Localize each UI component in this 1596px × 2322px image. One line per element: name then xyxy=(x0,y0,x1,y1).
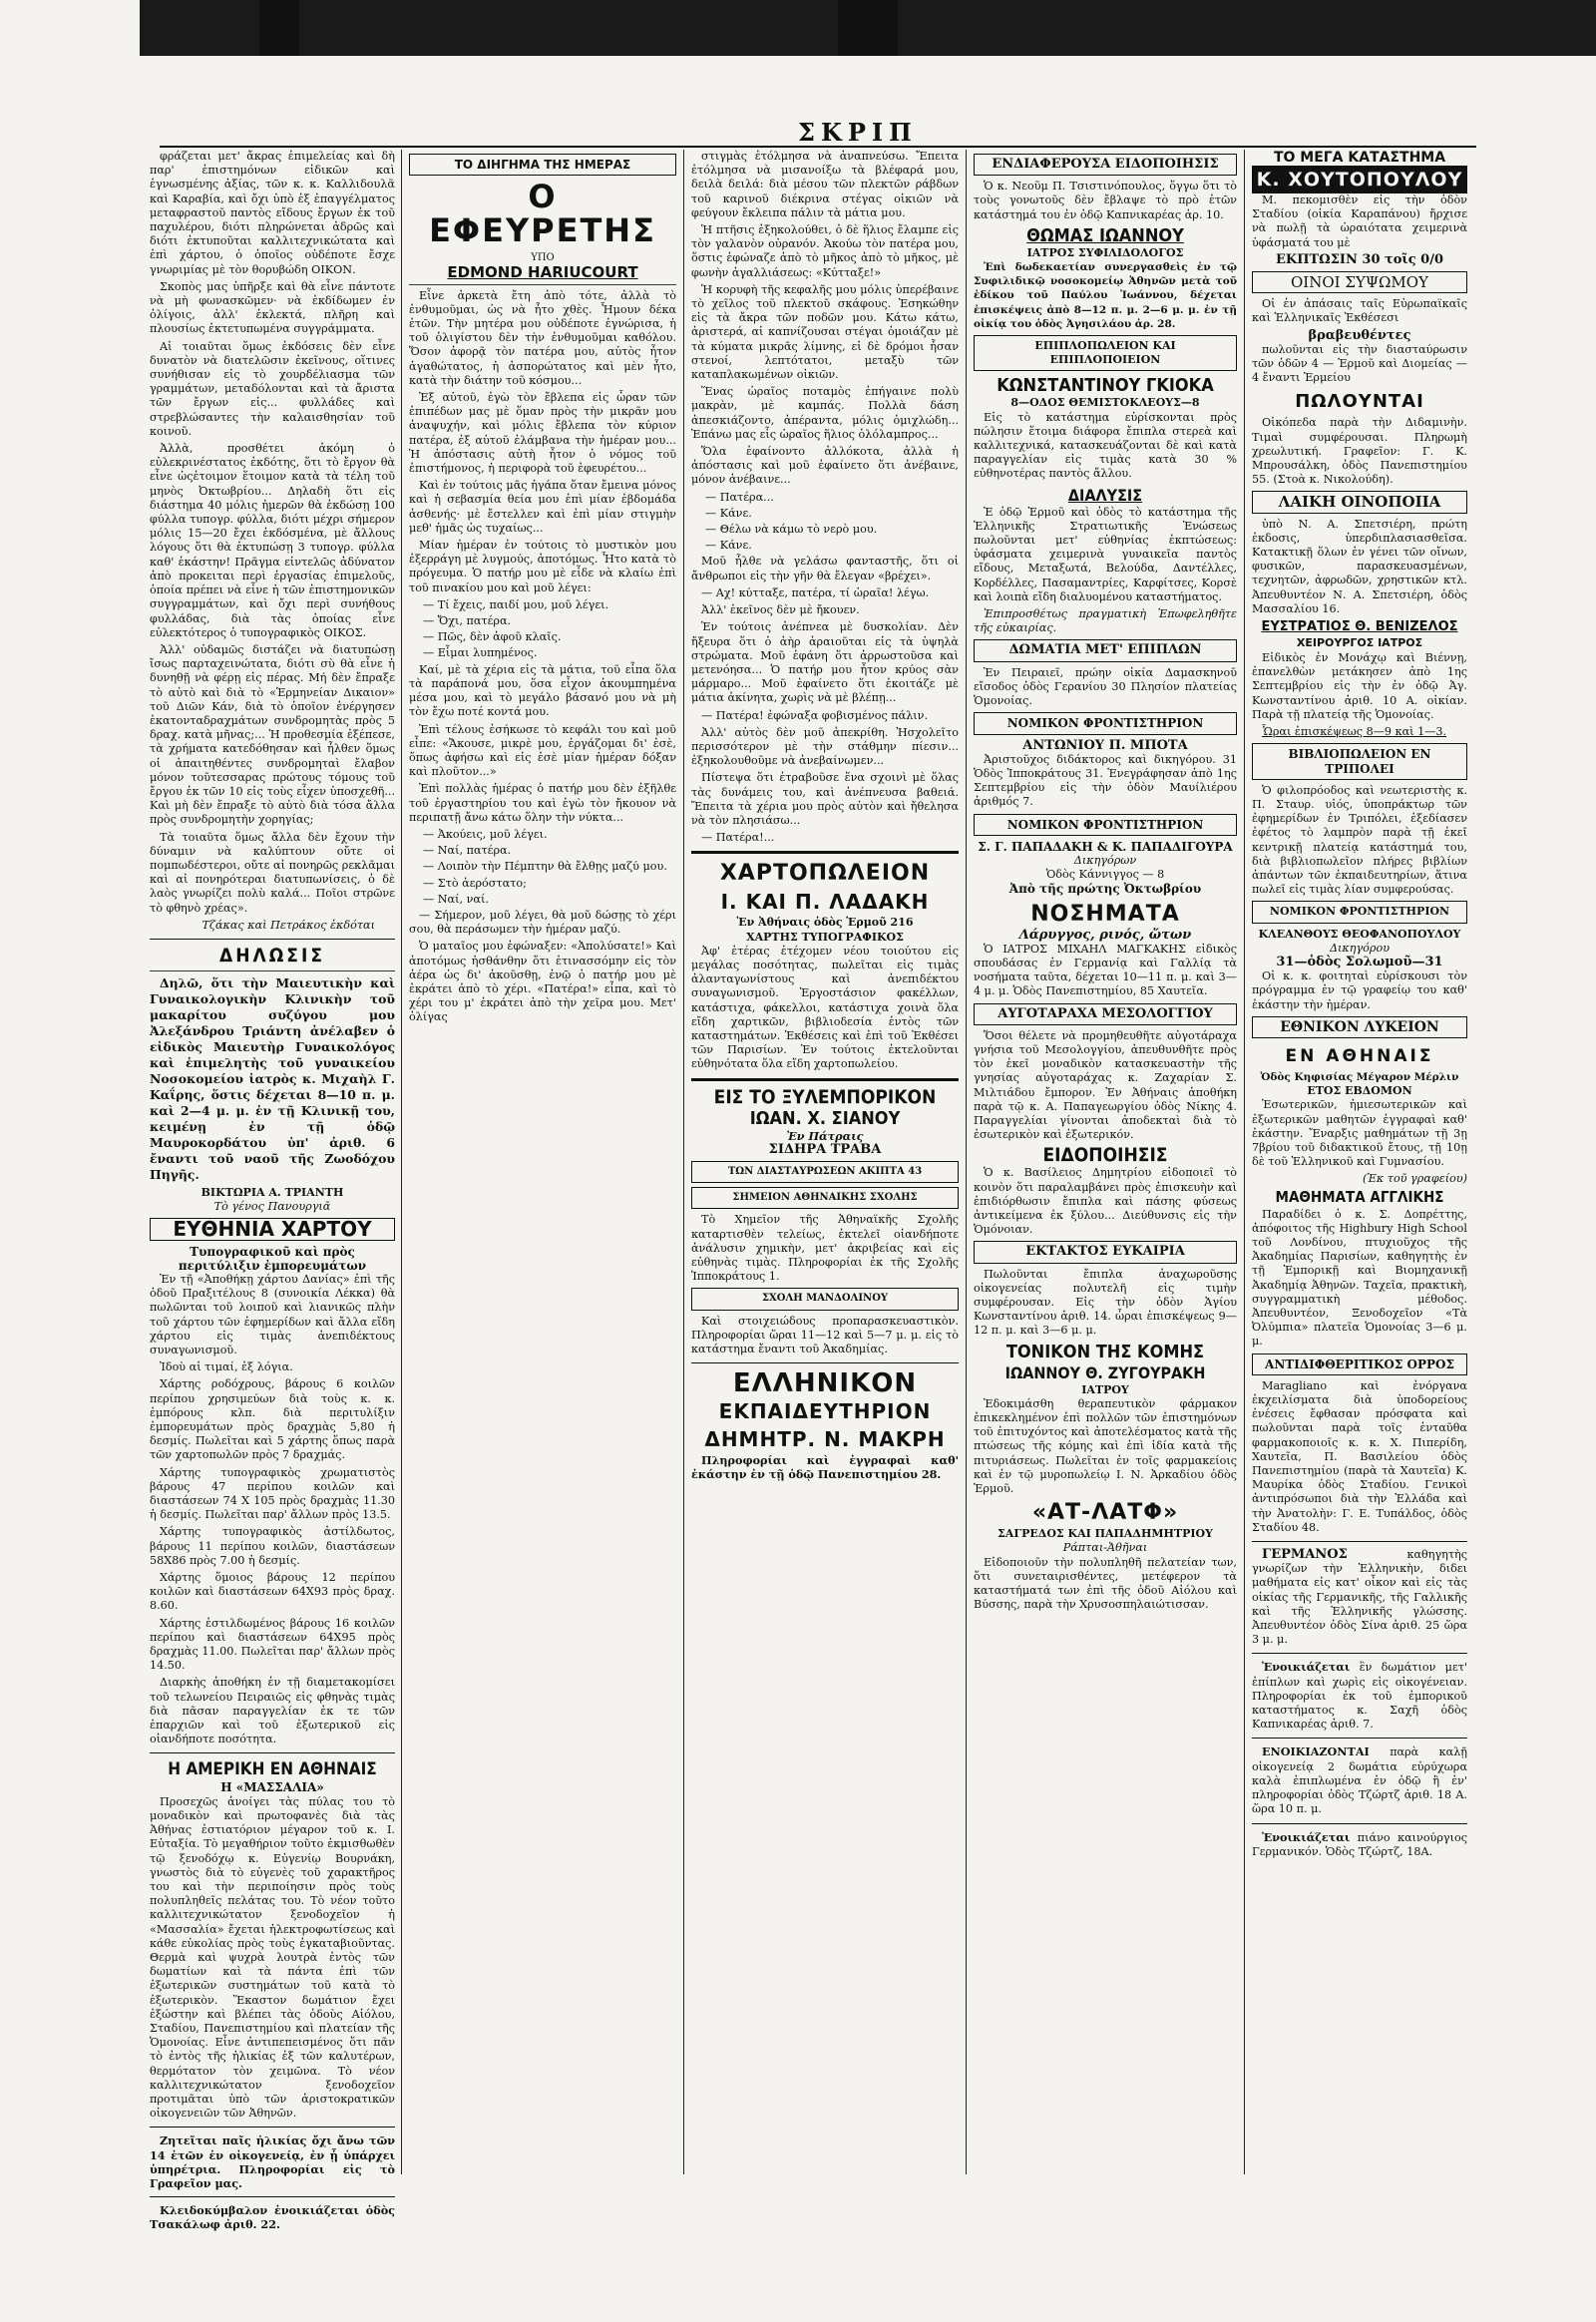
divider xyxy=(691,1078,959,1081)
story-cont-paragraph: Ἐν τούτοις ἀνέπνεα μὲ δυσκολίαν. Δὲν ἤξευρα ὅτι ὁ ἀὴρ ἀραιοῦται εἰς τὰ ὑψηλὰ στρώματα. Μοῦ ἐφάνη ὅτι ἀρρωστοῦσα καὶ μετενόησα... Ὁ πατήρ μου ἦτον κρύος σὰν μάρμαρο... Μοῦ ἐφαίνετο ὅτι ἐκοιτάζε μὲ μάτια ἀκίνητα, χωρὶς νὰ μὲ βλέπῃ... xyxy=(691,620,959,705)
wood-name: ΙΩΑΝ. Χ. ΣΙΑΝΟΥ xyxy=(749,1107,901,1129)
piano-ad: Κλειδοκύμβαλον ἐνοικιάζεται ὁδὸς Τσακάλωφ ἀριθ. 22. xyxy=(150,2203,395,2232)
divider xyxy=(1252,1541,1467,1542)
paper-paragraph: Ἐν τῇ «Ἀποθήκῃ χάρτου Δανίας» ἐπὶ τῆς ὁδοῦ Πραξιτέλους 8 (συνοικία Λέκκα) θὰ πωλῶνται τοῦ λοιποῦ καὶ λιανικῶς πλὴν τοῦ χάρτου τῶν ἐφημερίδων καὶ ἄλλα εἴδη χάρτου εἰς τιμὰς ἀνεπιδέκτους συναγωνισμοῦ. xyxy=(150,1272,395,1356)
dialog-line: — Πῶς, δὲν ἀφοῦ κλαῖς. xyxy=(423,630,562,644)
antidiph-body: Maragliano καὶ ἐνόργανα ἐκχειλίσματα διὰ ὑποδορείους ἐνέσεις ἔφθασαν πρόσφατα καὶ πωλοῦνται παρὰ τοῖς ἐνταῦθα φαρμακοποιοῖς κ. κ. Χ. Πιπερίδη, Χαυτεῖα, Π. Βασιλείου ὁδὸς Πανεπιστημίου (παρὰ τὰ Χαυτεῖα) Κ. Μαυρίκα ὁδὸς Σταδίου. Γενικοὶ ἀντιπρόσωποι διὰ τὴν Ἑλλάδα καὶ τὴν Ἀνατολὴν: Γ. Ε. Τυπάλδος, ὁδὸς Σταδίου 48. xyxy=(1252,1378,1467,1534)
story-paragraph: Μίαν ἡμέραν ἐν τούτοις τὸ μυστικὸν μου ἐξερράγη μὲ λυγμούς, ἀποτόμως. Ἦτο κατὰ τὸ πρόγευμα. Ὁ πατήρ μου μὲ εἶδε νὰ κλαίω ἐπὶ τοῦ πινακίου μου καὶ μοῦ λέγει: xyxy=(409,539,676,594)
sold-title: ΠΩΛΟΥΝΤΑΙ xyxy=(1295,391,1424,413)
story-paragraph: Καί, μὲ τὰ χέρια εἰς τὰ μάτια, τοῦ εἶπα ὅλα τὰ παράπονά μου, ὅσα εἶχον ἀκουμπημένα μέσα μου, καὶ τὸ μεγάλο βάσανό μου νὰ μὴ τὸν ἔχω ποτέ κοντά μου. xyxy=(409,662,676,719)
paper-paragraph: Διαρκὴς ἀποθήκη ἐν τῇ διαμετακομίσει τοῦ τελωνείου Πειραιῶς εἰς φθηνὰς τιμὰς διὰ πᾶσαν παραγγελίαν ἐκ τε τῶν ἐπαρχιῶν καὶ τοῦ ἐξωτερικοῦ εἰς οἱανδήποτε ποσότητα. xyxy=(150,1676,395,1746)
tutoring3-title: ΝΟΜΙΚΟΝ ΦΡΟΝΤΙΣΤΗΡΙΟΝ xyxy=(1252,901,1467,923)
rent2-body: παρὰ καλῇ οἰκογενείᾳ 2 δωμάτια εὐρύχωρα καλὰ ἐπιπλωμένα ἐν ὁδῷ ἢ ἐν' πληροφορίαι ὁδὸς Τζώρτζ ἀριθ. 18 Α. ὥρα 10 π. μ. xyxy=(1252,1745,1467,1816)
german-body: καθηγητὴς γνωρίζων τὴν Ἑλληνικὴν, διδει μαθήματα εἰς κατ' οἶκον καὶ εἰς τὰς οἰκίας τῆς Γερμανικῆς, τῆς Γαλλικῆς καὶ τῆς Ἑλληνικῆς γλώσσης. Ἀπευθυντέον ὁδὸς Σίνα ἀριθ. 25 ὥρα 3 μ. μ. xyxy=(1252,1548,1467,1647)
botargo-body: Ὅσοι θέλετε νὰ προμηθευθῆτε αὐγοτάραχα γνήσια τοῦ Μεσολογγίου, ἀπευθυνθῆτε πρὸς τὸν ἐκεῖ μοναδικὸν κατασκευαστὴν τῆς γνησίας αὐγοταράχας κ. Ζαχαρίαν Σ. Μιλτιάδου ἔμπορον. Ἐν Ἀθήναις ἀποθήκη παρὰ τῷ κ. Α. Παπαγεωργίου ὁδὸς Νίκης 4. Παραγγελίαι γίνονται ἀποδεκταὶ διὰ τὸ ἐσωτερικὸν καὶ ἐξωτερικόν. xyxy=(974,1028,1237,1142)
at-sub: ΣΑΓΡΕΔΟΣ ΚΑΙ ΠΑΠΑΔΗΜΗΤΡΙΟΥ xyxy=(998,1527,1213,1541)
story-dialog xyxy=(691,491,959,554)
story-cont-paragraph: Ἕνας ὡραῖος ποταμὸς ἐπήγαινε πολὺ μακρὰν, μὲ καμπάς. Πολλὰ δάση ἀπεσκιάζοντο, ἀπέραντα, μόλις ὁμιχλώδη... Ἐπάνω μας εἷς ὠραῖος ἥλιος ὁλόλαμπρος... xyxy=(691,385,959,441)
paper-paragraph: Ἰδοὺ αἱ τιμαί, ἐξ λόγια. xyxy=(160,1360,293,1374)
paper-shop-sub: ΧΑΡΤΗΣ ΤΥΠΟΓΡΑΦΙΚΟΣ xyxy=(746,930,904,944)
intro-signature: Τζάκας καὶ Πετράκος ἐκδόται xyxy=(201,918,375,932)
furniture-title: ΕΠΙΠΛΟΠΩΛΕΙΟΝ ΚΑΙ ΕΠΙΠΛΟΠΟΙΕΙΟΝ xyxy=(974,335,1237,371)
lyceum-address: Ὁδὸς Κηφισίας Μέγαρον Μέρλιν xyxy=(1260,1070,1459,1083)
furniture-name: ΚΩΝΣΤΑΝΤΙΝΟΥ ΓΚΙΟΚΑ xyxy=(997,375,1214,397)
paper-paragraph: Χάρτης τυπογραφικὸς χρωματιστὸς βάρους 47 περίπου κοιλῶν καὶ διαστάσεων 74 Χ 105 πρὸς δραχμὰς 11.30 ἡ δεσμίς. Πωλεῖται παρ' ἄλλων πρὸς 13.5. xyxy=(150,1465,395,1522)
paper-paragraph: Χάρτης ὅμοιος βάρους 12 περίπου κοιλῶν καὶ διαστάσεων 64Χ93 πρὸς δραχ. 8.60. xyxy=(150,1571,395,1613)
school-title: ΣΗΜΕΙΟΝ ΑΘΗΝΑΙΚΗΣ ΣΧΟΛΗΣ xyxy=(691,1187,959,1209)
ellinikon-title: ΕΛΛΗΝΙΚΟΝ xyxy=(732,1368,918,1399)
lyceum-title: ΕΘΝΙΚΟΝ ΛΥΚΕΙΟΝ xyxy=(1252,1016,1467,1038)
byline-author: EDMOND HARIUCOURT xyxy=(447,263,638,282)
ellinikon-sub: ΕΚΠΑΙΔΕΥΤΗΡΙΟΝ xyxy=(718,1399,932,1424)
dialog-line: — Λοιπὸν τὴν Πέμπτην θὰ ἔλθῃς μαζύ μου. xyxy=(423,860,667,874)
rooms-title: ΔΩΜΑΤΙΑ ΜΕΤ' ΕΠΙΠΛΩΝ xyxy=(974,639,1237,661)
english-body: Παραδίδει ὁ κ. Σ. Δοπρέττης, ἀπόφοιτος τῆς Highbury High School τοῦ Λονδίνου, πτυχιοῦχος τῆς Ἀκαδημίας Παρισίων, καθηγητὴς ἐν τῇ Ἐμπορικῇ καὶ Βιομηχανικῇ Ἀκαδημίᾳ Ἀθηνῶν. Ταχεῖα, πρακτικὴ, συγγραμματικὴ μέθοδος. Ἀπευθυντέον, Ξενοδοχεῖον «Τὰ Ὀλύμπια» πλατεῖα Ὁμονοίας 3—6 μ. μ. xyxy=(1252,1207,1467,1349)
wanted-ad: Ζητεῖται παῖς ἡλικίας ὄχι ἄνω τῶν 14 ἐτῶν ἐν οἰκογενείᾳ, ἐν ᾗ ὑπάρχει ὑπηρέτρια. Πληροφορίαι εἰς τὸ Γραφεῖον μας. xyxy=(150,2133,395,2190)
mandolin-body: Καὶ στοιχειώδους προπαρασκευαστικὸν. Πληροφορίαι ὥραι 11—12 καὶ 5—7 μ. μ. εἰς τὸ κατάστημα ἔναντι τοῦ Ἀκαδημίας. xyxy=(691,1314,959,1356)
tutoring3-name: ΚΛΕΑΝΘΟΥΣ ΘΕΟΦΑΝΟΠΟΥΛΟΥ xyxy=(1258,927,1461,941)
masthead-title: ΣΚΡΙΠ xyxy=(798,118,918,147)
column-5 xyxy=(1252,150,1467,2184)
dialog-line: — Στὸ ἀερόστατο; xyxy=(423,876,527,890)
column-rule xyxy=(1244,150,1245,2174)
paper-shop-title: ΧΑΡΤΟΠΩΛΕΙΟΝ xyxy=(719,861,931,887)
dialysis-body: Ἐ ὁδῷ Ἑρμοῦ καὶ ὁδὸς τὸ κατάστημα τῆς Ἑλληνικῆς Στρατιωτικῆς Ἑνώσεως πωλοῦνται μετ' εὐθηνίας ἐκπτώσεως: ὑφάσματα χειμερινὰ γυναικεῖα παντὸς εἴδους, Μεταξωτά, Βελούδα, Δαντέλλες, Κορδέλλες, Πασαμαντρίες, Καρφίτσες, Κορσὲ καὶ λοιπὰ εἴδη διαλυομένου καταστήματος. xyxy=(974,505,1237,603)
dialog-line: — Κάνε. xyxy=(705,506,752,520)
masthead-rule xyxy=(160,146,1476,148)
wood-items: ΣΙΔΗΡΑ ΤΡΑΒΑ xyxy=(768,1141,882,1157)
tutoring2-address: Ὁδὸς Κάννιγγος — 8 xyxy=(1045,868,1165,882)
paper-paragraph: Χάρτης τυπογραφικὸς ἀστίλδωτος, βάρους 11 περίπου κοιλῶν, διαστάσεων 58Χ86 πρὸς 7.00 ἡ δεσμίς. xyxy=(150,1525,395,1567)
rent3-body: πιάνο καινούργιος Γερμανικόν. Ὁδὸς Τζώρτζ, 18Α. xyxy=(1252,1830,1468,1858)
lyceum-note: (Ἐκ τοῦ γραφείου) xyxy=(1362,1172,1467,1186)
column-3 xyxy=(691,150,959,2184)
tutoring-body: Ἀριστοῦχος διδάκτορος καὶ δικηγόρου. 31 Ὁδὸς Ἱπποκράτους 31. Ἐνεγράφησαν ἀπὸ 1ης Σεπτεμβρίου εἰς τὴν ὁδὸν Μαυίλιέρου ἀριθμός 7. xyxy=(974,752,1237,809)
wine-awarded: βραβευθέντες xyxy=(1308,327,1411,343)
english-title: ΜΑΘΗΜΑΤΑ ΑΓΓΛΙΚΗΣ xyxy=(1275,1187,1444,1206)
paper-cheap-title: ΕΥΘΗΝΙΑ ΧΑΡΤΟΥ xyxy=(150,1218,395,1240)
story-cont-paragraph: — Αχ! κύτταξε, πατέρα, τί ὡραῖα! λέγω. xyxy=(701,585,930,599)
thomas-title: ΘΩΜΑΣ ΙΩΑΝΝΟΥ xyxy=(1026,224,1184,246)
store-body: Μ. πεκομισθὲν εἰς τὴν ὁδὸν Σταδίου (οἰκία Καραπάνου) ἤρχισε νὰ πωλῇ τὰ ὡραιότατα χειμερινὰ ὑφάσματά του μὲ xyxy=(1252,194,1467,249)
wood-note: ΤΩΝ ΔΙΑΣΤΑΥΡΩΣΕΩΝ ΑΚΙΠΤΑ 43 xyxy=(691,1161,959,1183)
paper-cheap-subtitle: Τυπογραφικοῦ καὶ πρὸς περιτύλιξιν ἐμπορευμάτων xyxy=(178,1244,367,1273)
story-paragraph: — Σήμερον, μοῦ λέγει, θὰ μοῦ δώσῃς τὸ χέρι σου, θὰ περάσωμεν τὴν ἡμέραν μαζύ. xyxy=(409,908,676,937)
divider xyxy=(150,1752,395,1753)
divider xyxy=(409,284,676,285)
wine-title: ΟΙΝΟΙ ΣΥΨΩΜΟΥ xyxy=(1252,271,1467,293)
venizelos-title: ΕΥΣΤΡΑΤΙΟΣ Θ. ΒΕΝΙΖΕΛΟΣ xyxy=(1261,619,1458,635)
dialog-line: — Τί ἔχεις, παιδί μου, μοῦ λέγει. xyxy=(423,597,609,611)
tutoring-title: ΝΟΜΙΚΟΝ ΦΡΟΝΤΙΣΤΗΡΙΟΝ xyxy=(974,712,1237,734)
thomas-body: Ἐπὶ δωδεκαετίαν συνεργασθεὶς ἐν τῷ Συφιλιδικῷ νοσοκομείῳ Ἀθηνῶν μετὰ τοῦ ἐδίκου τοῦ Παύλου Ἰωάννου, δέχεται ἐπισκέψεις ἀπὸ 8—12 π. μ. 2—6 μ. μ. ἐν τῇ οἰκίᾳ του ὁδὸς Ἀγησιλάου ἀρ. 28. xyxy=(974,261,1237,330)
furniture-address: 8—ΟΔΟΣ ΘΕΜΙΣΤΟΚΛΕΟΥΣ—8 xyxy=(1010,396,1200,410)
dialog-line: — Εἶμαι λυπημένος. xyxy=(423,646,538,660)
ellinikon-name: ΔΗΜΗΤΡ. Ν. ΜΑΚΡΗ xyxy=(704,1427,946,1452)
rent2-title: ΕΝΟΙΚΙΑΖΟΝΤΑΙ xyxy=(1262,1744,1370,1759)
story-paragraph: Ἐπὶ τέλους ἐσήκωσε τὸ κεφάλι του καὶ μοῦ εἶπε: «Ἄκουσε, μικρὲ μου, ἐργάζομαι δι' ἐσὲ, ὅπως ἀφήσω καὶ εἰς ἐσὲ μίαν ἡμέραν δόξαν καὶ πλοῦτον...» xyxy=(409,722,676,779)
story-paragraph: Ἐπὶ πολλὰς ἡμέρας ὁ πατήρ μου δὲν ἐξῆλθε τοῦ ἐργαστηρίου του καὶ ἐγὼ τὸν ἤκουον νὰ περιπατῇ ἄνω κάτω ὅλην τὴν νύκτα... xyxy=(409,782,676,824)
venizelos-hours: Ὧραι ἐπισκέψεως 8—9 καὶ 1—3. xyxy=(1262,725,1447,739)
dialog-line: — Κάνε. xyxy=(705,539,752,553)
diseases-sub: Λάρυγγος, ρινός, ὤτων xyxy=(1018,927,1192,943)
intro-article xyxy=(150,150,395,933)
divider xyxy=(1252,1653,1467,1654)
divider xyxy=(150,2127,395,2128)
dialog-line: — Ναί, πατέρα. xyxy=(423,844,512,858)
dialog-line: — Ἀκούεις, μοῦ λέγει. xyxy=(423,827,548,841)
notice-body: Ὁ κ. Νεοῦμ Π. Τσιστινόπουλος, ὅγγω ὅτι τὸ τοὺς γονωτοῦς δὲν ἔβλαψε τὸ πρὸ ἐτῶν κατάστημά του ἐν ὁδῷ Καπνικαρέας ἀρ. 10. xyxy=(974,180,1237,221)
story-dialog xyxy=(409,598,676,661)
story-paragraph: Εἶνε ἀρκετὰ ἔτη ἀπὸ τότε, ἀλλὰ τὸ ἐνθυμοῦμαι, ὡς νὰ ἦτο χθὲς. Ἦμουν δέκα ἐτῶν. Τὴν μητέρα μου οὐδέποτε ἐγνώρισα, ἡ τοῦ ὁλιγίστου δὲν τὴν ἐνθυμοῦμαι καθόλου. Ὅσον ἀφορᾷ τὸν πατέρα μου, αὐτὸς ἦτον ἀγαθώτατος, ἡ ἀσπορώτατος καὶ μὲν ἦτο, κατὰ τὴν διάτην τοῦ κόσμου... xyxy=(409,288,676,387)
venizelos-body: Εἰδικὸς ἐν Μονάχῳ καὶ Βιέννῃ, ἐπανελθὼν μετάκησεν ἀπὸ 1ης Σεπτεμβρίου εἰς τὴν ἐν ὁδῷ Ἀγ. Κωνσταντίνου ἀριθ. 10 Α. οἰκίαν. Παρὰ τῇ πλατείᾳ τῆς Ὁμονοίας. xyxy=(1252,651,1467,721)
intro-paragraph: Σκοπὸς μας ὑπῆρξε καὶ θὰ εἶνε πάντοτε νὰ μὴ φωνασκῶμεν· νὰ ἐκδίδωμεν ἐν ὀλίγοις, ἀλλ' ἐκλεκτά, πλῆρη καὶ πλουσίως ἐκτετυπωμένα συγγράμματα. xyxy=(150,279,395,336)
story-cont-paragraph: Πίστεψα ὅτι ἐτραβοῦσε ἕνα σχοινὶ μὲ ὅλας τὰς δυνάμεις του, καὶ ἀνέπνευσα βαθειά. Ἔπειτα τὰ χέρια μου πρὸς αὐτὸν καὶ ἤθελησα νὰ τὸν πλησιάσω... xyxy=(691,771,959,827)
furniture-body: Εἰς τὸ κατάστημα εὑρίσκονται πρὸς πώλησιν ἕτοιμα διάφορα ἔπιπλα στερεὰ καὶ καλλιτεχνικά, κατασκευάζονται δὲ καὶ κατὰ παραγγελίαν εἰς τιμὰς κατὰ 30 % εὐθηνοτέρας παντὸς ἄλλου. xyxy=(974,410,1237,481)
story-dialog xyxy=(409,828,676,907)
wood-title: ΕΙΣ ΤΟ ΞΥΛΕΜΠΟΡΙΚΟΝ xyxy=(713,1085,937,1108)
story-cont-paragraph: Μοῦ ἦλθε νὰ γελάσω φανταστῆς, ὅτι οἱ ἄνθρωποι εἰς τὴν γῆν θὰ ἔλεγαν «βρέχει». xyxy=(691,555,959,582)
tonic-name: ΙΩΑΝΝΟΥ Θ. ΖΥΓΟΥΡΑΚΗ xyxy=(1004,1362,1206,1382)
divider xyxy=(691,1362,959,1363)
column-2 xyxy=(409,150,676,2184)
dilosis-signature-name: ΒΙΚΤΩΡΙΑ Α. ΤΡΙΑΝΤΗ xyxy=(200,1185,344,1199)
america-subtitle: Η «ΜΑΣΣΑΛΙΑ» xyxy=(220,1780,324,1795)
america-title: Η ΑΜΕΡΙΚΗ ΕΝ ΑΘΗΝΑΙΣ xyxy=(168,1759,377,1780)
ellinikon-body: Πληροφορίαι καὶ ἐγγραφαὶ καθ' ἑκάστην ἐν τῇ ὁδῷ Πανεπιστημίου 28. xyxy=(691,1453,959,1482)
story-title: Ο ΕΦΕΥΡΕΤΗΣ xyxy=(429,178,656,250)
divider xyxy=(1252,1738,1467,1739)
intro-paragraph: Αἱ τοιαῦται ὅμως ἐκδόσεις δὲν εἶνε δυνατὸν νὰ διατελῶσιν ἐκεῖνους, οἵτινες συνήθισαν εἰς τὸ χουρδέλιασμα τῶν γραμμάτων, μεταδόλονται καὶ τὰ ἄριστα τῶν ἔργων εἰς... φυλλάδες καὶ στρεβλώσαντες τὴν καλαισθησίαν τοῦ κοινοῦ. xyxy=(150,339,395,438)
mandolin-title: ΣΧΟΛΗ ΜΑΝΔΟΛΙΝΟΥ xyxy=(691,1288,959,1310)
dilosis-title: ΔΗΛΩΣΙΣ xyxy=(218,944,325,967)
tutoring2-title: ΝΟΜΙΚΟΝ ΦΡΟΝΤΙΣΤΗΡΙΟΝ xyxy=(974,814,1237,836)
paper-paragraph: Χάρτης ἐστιλδωμένος βάρους 16 κοιλῶν περίπου καὶ διαστάσεων 64Χ95 πρὸς δραχμὰς 11.00. Πωλεῖται παρ' ἄλλων πρὸς 14.50. xyxy=(150,1616,395,1673)
story-cont-paragraph: — Πατέρα! ἐφώναξα φοβισμένος πάλιν. xyxy=(701,708,929,722)
tutoring3-sub: Δικηγόρου xyxy=(1329,941,1391,955)
store-discount: ΕΚΠΤΩΣΙΝ 30 τοῖς 0/0 xyxy=(1275,251,1444,267)
section-label: ΤΟ ΔΙΗΓΗΜΑ ΤΗΣ ΗΜΕΡΑΣ xyxy=(409,154,676,176)
tutoring3-body: Οἱ κ. κ. φοιτηταὶ εὑρίσκουσι τὸν πρόγραμμα ἐν τῷ γραφείῳ του καθ' ἑκάστην τὴν ἡμέραν. xyxy=(1252,969,1467,1011)
dialysis-note: Ἐπιπροσθέτως πραγματικὴ Ἐπωφεληθῆτε τῆς εὐκαιρίας. xyxy=(974,607,1237,635)
botargo-title: ΑΥΓΟΤΑΡΑΧΑ ΜΕΣΟΛΟΓΓΙΟΥ xyxy=(974,1003,1237,1025)
venizelos-sub: ΧΕΙΡΟΥΡΓΟΣ ΙΑΤΡΟΣ xyxy=(1296,636,1423,650)
intro-paragraph: Ἀλλὰ, προσθέτει ἀκόμη ὁ εὐλεκρινέστατος ἐκδότης, ὅτι τὸ ἔργον θὰ εἶνε ὡςἐτοιμον ἕτοιμον κατὰ τὰ τέλη τοῦ μηνὸς Ὀκτωβρίου... Δηλαδὴ ὅτι εἰς διάστημα 40 μόλις ἡμερῶν θὰ ἐκδώσῃ 100 φύλλα τυπογρ. φύλλα, διότι μέχρι σήμερον μόλις 15—20 ἔχει ἐκδόσμένα, μὲ ἄλλους λόγους ὅτι θὰ ἐκτυπώσῃ 3 τυπογρ. φύλλα καθ' ἑκάστην! Πρᾶγμα εἰντελῶς ἀδύνατον ἀπὸ προκειται περὶ ἐργασίας ἐπιμελοῦς, ὁποία πρέπει νὰ εἶνε ἡ τῶν ἐπιστημονικῶν συγγραμμάτων, καὶ ὄχι περὶ συνήθους φυλλάδας, διὰ τὰς ὁποίας εἶνε εὐλεκτότερος ὁ τυπογραφικὸς ΟΙΚΟΣ. xyxy=(150,442,395,639)
intro-paragraph: φράζεται μετ' ἄκρας ἐπιμελείας καὶ δὴ παρ' ἐπιστημόνων εἰδικῶν καὶ ἐγνωσμένης ἀξίας, τῶν κ. κ. Καλλιδουλᾶ καὶ Καραβία, καὶ ὄχι ὑπὸ ἐξ ἐπαγγέλματος μεταφραστοῦ παντὸς εἴδους ἔργων ἐκ τοῦ παχυλέρου, διότι πληρώνεται ἀδρῶς καὶ διότι ἐκτυποῦται καλλιτεχνικώτατα καὶ ἐπὶ χάρτου, ὁ ὁποῖος οὐδέποτε ἔσχε γνωριμίας μὲ τὸν θορυβώδη ΟΙΚΟΝ. xyxy=(150,150,395,276)
popular-title: ΛΑΙΚΗ ΟΙΝΟΠΟΙΙΑ xyxy=(1252,491,1467,513)
wine-body: Οἱ ἐν ἁπάσαις ταῖς Εὐρωπαϊκαῖς καὶ Ἑλληνικαῖς Ἐκθέσεσι xyxy=(1252,297,1467,325)
story-cont-paragraph: Ἀλλ' αὐτὸς δὲν μοῦ ἀπεκρίθη. Ἠσχολεῖτο περισσότερον μὲ τὴν στάθμην πίεσιν... ἐξηκολουθοῦμε νὰ ἀνεβαίνωμεν... xyxy=(691,725,959,768)
intro-paragraph: Ἀλλ' οὐδαμῶς διστάζει νὰ διατυπώσῃ ἴσως παρταχεινώτατα, διότι σὺ θὰ εἶνε ἡ δυνηθῇ νὰ φέρῃ εἰς πέρας. Μή δὲν ἔπραξε τὸ αὐτὸ καὶ διὰ τὸ «Ἑρμηνείαν Δικαιον» τοῦ Διῶν Κάν, διὰ τὸ ὁποῖον ἐνέργησεν ἑκατονταδραχμάτων συνδρομητὰς πρὸς 5 δραχ. κατὰ μῆνας;... Ἡ προθεσμία ἐξέπεσε, τὰ χρήματα κατεδόθησαν καὶ ἦλθεν ὅμως οἱ ἀπαιτηθέντες συνδρομηταὶ ἔλαβον μόνον τοῦτεσσαρας πρώτους τόμους τοῦ ἔργου ἐκ τῶν 10 εἰς τοὺς εἶχεν ὑποσχεθῆ... Καὶ μὴ δὲν ἔπραξε τὸ αὐτὸ διὰ τόσα ἄλλα πρὸς συνδρομητὴν χορηγίας; xyxy=(150,642,395,827)
store-name: Κ. ΧΟΥΤΟΠΟΥΛΟΥ xyxy=(1252,166,1467,194)
story-cont-paragraph: στιγμὰς ἐτόλμησα νὰ ἀναπνεύσω. Ἔπειτα ἐτόλμησα νὰ μισανοίξω τὰ βλέφαρά μου, δειλὰ δειλά: διὰ μέσου τῶν πλεκτῶν ράβδων τοῦ καρινοῦ διέκρινα στέγας οἰκιῶν νὰ φεύγουν ἔκλειπα πάλιν τὰ μάτια μου. xyxy=(691,150,959,219)
tutoring2-name: Σ. Γ. ΠΑΠΑΔΑΚΗ & Κ. ΠΑΠΑΔΙΓΟΥΡΑ xyxy=(978,839,1233,854)
at-body: Εἰδοποιοῦν τὴν πολυπληθῆ πελατείαν των, ὅτι συνεταιρισθέντες, μετέφερον τὰ καταστήματά των ἐπὶ τῆς ὁδοῦ Αἰόλου καὶ Βύσσης, παρὰ τὴν Χρυσοσπηλαιώτισσαν. xyxy=(974,1555,1237,1612)
divider xyxy=(691,851,959,854)
story-paragraph: Ὁ ματαῖος μου ἐφώναξεν: «Ἀπολύσατε!» Καὶ ἀποτόμως ἠσθάνθην ὅτι ἐτινασσόμην εἰς τὸν ἀέρα ὡς δι' ἀκοῦσθῃ, ἐνῷ ὁ πατήρ μου μὲ ἐκράτει ἀπὸ τὸ χέρι. «Πατέρα!» εἶπα, καὶ τὸ χέρι του μ' ἐκράτει ἀπὸ τὴν χεῖρα μου. Μετ' ὀλίγας xyxy=(409,940,676,1024)
diseases-body: Ὁ ΙΑΤΡΟΣ ΜΙΧΑΗΛ ΜΑΓΚΑΚΗΣ εἰδικὸς σπουδάσας ἐν Γερμανίᾳ καὶ Γαλλίᾳ τὰ νοσήματα ταῦτα, δέχεται 10—11 π. μ. καὶ 3—4 μ. μ. Ὁδὸς Πανεπιστημίου, 85 Χαυτεῖα. xyxy=(974,942,1237,998)
rent3-title: Ἐνοικιάζεται xyxy=(1262,1829,1351,1844)
story-cont-paragraph: — Πατέρα!... xyxy=(701,831,775,845)
rooms-body: Ἐν Πειραιεῖ, πρώην οἰκία Δαμασκηνοῦ εἴσοδος ὁδὸς Γερανίου 30 Πλησίον πλατείας Ὁμονοίας. xyxy=(974,665,1237,708)
at-place: Ράπται-Ἀθῆναι xyxy=(1062,1541,1148,1555)
eidopoiisis-body: Ὁ κ. Βασίλειος Δημητρίου εἰδοποιεῖ τὸ κοινὸν ὅτι παραλαμβάνει πρὸς ἐπισκευὴν καὶ ἐπιδιόρθωσιν ἔπιπλα καὶ πάσης φύσεως ἀντικείμενα ἐκ ξύλου... Διεύθυνσις εἰς τὴν Ὁμόνοιαν. xyxy=(974,1166,1237,1237)
tonic-body: Ἐδοκιμάσθη θεραπευτικὸν φάρμακον ἐπικεκλημένον ἐπὶ πολλῶν τῶν ἐπιστημόνων τοῦ ἐπιτυχόντος καὶ ἀποτελέσματος κατὰ τῆς πτώσεως τῆς κόμης καὶ ἐπὶ ἰδία κατὰ τῆς πιτυριάσεως. Πωλεῖται ἐν τοῖς φαρμακείοις καὶ ἐν τῷ μυροπωλείῳ Ι. Ν. Ἀρκαδίου ὁδὸς Ἑρμοῦ. xyxy=(974,1396,1237,1496)
tutoring2-note: Ἀπὸ τῆς πρώτης Ὀκτωβρίου xyxy=(1008,882,1202,897)
store-title: ΤΟ ΜΕΓΑ ΚΑΤΑΣΤΗΜΑ xyxy=(1273,150,1446,166)
story-cont-paragraph: Ὅλα ἐφαίνοντο ἀλλόκοτα, ἀλλὰ ἡ ἀπόστασις καὶ μοῦ ἐφαίνετο ὅτι ἀνέβαινε, μόνον ἀνέβαινε... xyxy=(691,445,959,487)
excursion-body: Πωλοῦνται ἔπιπλα ἀναχωροῦσης οἰκογενείας πολυτελῆ εἰς τιμὴν συμφέρουσαν. Εἰς τὴν ὁδὸν Ἁγίου Κωνσταντίνου ἀριθ. 14. ὧραι ἐπισκέψεως 9—12 π. μ. καὶ 3—6 μ. μ. xyxy=(974,1267,1237,1338)
column-rule xyxy=(683,150,684,2174)
lyceum-body: Ἐσωτερικῶν, ἡμιεσωτερικῶν καὶ ἐξωτερικῶν μαθητῶν ἐγγραφαὶ καθ' ἑκάστην. Ἔναρξις μαθημάτων τῇ 3ῃ 7βρίου τοῦ διδακτικοῦ ἔτους, τῇ 10ῃ δὲ τοῦ Ἑλληνικοῦ καὶ Γυμνασίου. xyxy=(1252,1098,1467,1169)
wood-place: Ἐν Πάτραις xyxy=(786,1128,864,1143)
tripoli-body: Ὁ φιλοπρόοδος καὶ νεωτεριστὴς κ. Π. Σταυρ. υἱός, ὑποπράκτωρ τῶν ἐφημερίδων ἐν Τριπόλει, ἐξεδίασεν ἐφέτος τὸ λαμπρὸν παρὰ τῇ ἐκεῖ κεντρικῇ πλατείᾳ κατάστημά του, διὰ βιβλιοπωλεῖον πλήρες βιβλίων ἀπάντων τῶν ἐκπαιδευτηρίων, ἅτινα πωλεῖ εἰς τιμὰς λίαν συμφερούσας. xyxy=(1252,783,1467,897)
diseases-title: ΝΟΣΗΜΑΤΑ xyxy=(1030,901,1180,927)
tripoli-title: ΒΙΒΛΙΟΠΩΛΕΙΟΝ ΕΝ ΤΡΙΠΟΛΕΙ xyxy=(1252,743,1467,779)
tutoring2-sub: Δικηγόρων xyxy=(1073,853,1137,867)
story-cont-paragraph: Ἀλλ' ἐκεῖνος δὲν μὲ ἤκουεν. xyxy=(701,603,860,617)
tonic-sub: ΙΑΤΡΟΥ xyxy=(1081,1382,1129,1396)
tutoring-name: ΑΝΤΩΝΙΟΥ Π. ΜΠΟΤΑ xyxy=(1022,737,1188,753)
tutoring3-address: 31—ὁδὸς Σολωμοῦ—31 xyxy=(1276,954,1443,969)
rent1-body: ἓν δωμάτιον μετ' ἐπίπλων καὶ χωρὶς εἰς οἰκογένειαν. Πληροφορίαι ἐκ τοῦ ἐμπορικοῦ καταστήματος κ. Σαχῆ ὁδὸς Καπνικαρέας ἀριθ. 7. xyxy=(1252,1661,1468,1732)
column-rule xyxy=(401,150,402,2174)
story-cont-paragraph: Ἡ κορυφὴ τῆς κεφαλῆς μου μόλις ὑπερέβαινε τὸ χεῖλος τοῦ πλεκτοῦ σκάφους. Ἐσηκώθην εἰς τὰ ἄκρα τῶν ποδῶν μου. Κάτω κάτω, ἀριστερά, αἱ καπνίζουσαι στέγαι ὁμοιάζαν μὲ τὰ κύματα μικρᾶς λίμνης, εἰ δὲ δρόμοι ἦσαν στενοί, λεπτότατοι, μεταξὺ τῶν καταπλακωμένων οἰκιῶν. xyxy=(691,282,959,382)
dialog-line: — Θέλω νὰ κάμω τὸ νερὸ μου. xyxy=(705,523,878,537)
divider xyxy=(150,970,395,971)
column-4 xyxy=(974,150,1237,2184)
story-paragraph: Ἐξ αὐτοῦ, ἐγὼ τὸν ἔβλεπα εἰς ὧραν τῶν ἐπιπέδων μας μὲ ὅμαν πρὸς τὴν μικρᾶν μου ἀναψυχήν, καὶ μόλις ἔβλεπα τὸν κύριον πατέρα, ἐξ αὐτοῦ ἐλάμβανα τὴν ἡμέραν μου... Ἡ ἀπόστασις αὐτὴ ἦτον ὁ νόμος τοῦ ἐπιστήμονος, ἡ περιφορὰ τοῦ ἐφευρέτου... xyxy=(409,391,676,476)
dialog-line: — Ὄχι, πατέρα. xyxy=(423,614,512,628)
thomas-sub: ΙΑΤΡΟΣ ΣΥΦΙΛΙΔΟΛΟΓΟΣ xyxy=(1026,245,1184,259)
byline-prefix: ΥΠΟ xyxy=(531,252,555,264)
intro-paragraph: Τὰ τοιαῦτα ὅμως ἄλλα δὲν ἔχουν τὴν δύναμιν νὰ καλύπτουν οὔτε οἱ πομπωδέστεροι, οὔτε αἱ πονηρῶς ρεκλᾶμαι καὶ αἱ πονηρότεραι διατυπωνίσεις, ὁ δὲ λαὸς γνωρίζει πολὺ καλά... Ποῖοι στρῶνε τὸ φθηνὸ χρέας». xyxy=(150,830,395,915)
masthead xyxy=(160,118,1476,150)
wine-body2: πωλοῦνται εἰς τὴν διασταύρωσιν τῶν ὁδῶν 4 — Ἑρμοῦ καὶ Διομείας — 4 ἔναντι Ἑρμείου xyxy=(1252,342,1467,385)
lyceum-place: ΕΝ ΑΘΗΝΑΙΣ xyxy=(1285,1045,1434,1066)
column-rule xyxy=(966,150,967,2174)
story-paragraph: Καὶ ἐν τούτοις μᾶς ἠγάπα ὅταν ἔμεινα μόνος καὶ ἡ σεβασμία θεία μου ἐπὶ μίαν ἐβδομάδα ἀσθενής· μὲ ἔστελλεν καὶ ἐπὶ μίαν στιγμὴν μεθ' ἡμᾶς ὡς τυχαίως... xyxy=(409,479,676,535)
dilosis-body: Δηλῶ, ὅτι τὴν Μαιευτικὴν καὶ Γυναικολογικὴν Κλινικὴν τοῦ μακαρίτου συζύγου μου Ἀλεξάνδρου Τριάντη ἀνέλαβεν ὁ εἰδικὸς Μαιευτὴρ Γυναικολόγος καὶ ἐπιμελητὴς τοῦ γυναικείου Νοσοκομείου ἰατρὸς κ. Μιχαὴλ Γ. Καΐρης, ὅστις δέχεται 8—10 π. μ. καὶ 2—4 μ. μ. ἐν τῇ Κλινικῇ του, κειμένῃ ἐν τῇ ὁδῷ Μαυροκορδάτου ὑπ' ἀριθ. 6 ἔναντι τοῦ ναοῦ τῆς Ζωοδόχου Πηγῆς. xyxy=(150,974,395,1182)
school-body: Τὸ Χημεῖον τῆς Ἀθηναϊκῆς Σχολῆς καταρτισθὲν τελείως, ἐκτελεῖ οἰανδήποτε ἀνάλυσιν χημικὴν, μετ' ἀκριβείας καὶ εἰς εὐθηνὰς τιμὰς. Πληροφορίαι ἐκ τῆς Σχολῆς Ἱπποκράτους 1. xyxy=(691,1213,959,1284)
at-title: «ΑΤ-ΛΑΤΦ» xyxy=(1031,1500,1179,1526)
dialog-line: — Πατέρα... xyxy=(705,490,774,504)
divider xyxy=(150,939,395,940)
lyceum-year: ΕΤΟΣ ΕΒΔΟΜΟΝ xyxy=(1307,1084,1412,1098)
divider xyxy=(1252,1823,1467,1824)
paper-shop-address: Ἐν Ἀθήναις ὁδὸς Ἑρμοῦ 216 xyxy=(736,916,914,930)
paper-shop-name: Ι. ΚΑΙ Π. ΛΑΔΑΚΗ xyxy=(720,890,930,915)
column-1 xyxy=(150,150,395,2232)
tonic-title: ΤΟΝΙΚΟΝ ΤΗΣ ΚΟΜΗΣ xyxy=(1005,1341,1205,1362)
rent1-title: Ἐνοικιάζεται xyxy=(1262,1660,1351,1675)
sold-body: Οἰκόπεδα παρὰ τὴν Διδαμινὴν. Τιμαὶ συμφέρουσαι. Πληρωμὴ χρεωλυτική. Γραφεῖον: Γ. Κ. Μπρουσάλκη, ὁδὸς Πανεπιστημίου 55. (Στοὰ κ. Νικολούδη). xyxy=(1252,416,1467,487)
story-cont-paragraph: Ἡ πτῆσις ἐξηκολούθει, ὁ δὲ ἥλιος ἔλαμπε εἰς τὸν γαλανὸν οὐρανόν. Ἀκούω τὸν πατέρα μου, ὅστις ἐφώναζε ἀπὸ τὸ μῆκος ἀπὸ τὸ μῆκος, μὲ φωνὴν ἀγαλλιάσεως: «Κύτταξε!» xyxy=(691,223,959,279)
excursion-title: ΕΚΤΑΚΤΟΣ ΕΥΚΑΙΡΙΑ xyxy=(974,1241,1237,1263)
top-dark-strip xyxy=(140,0,1596,56)
america-body: Προσεχῶς ἀνοίγει τὰς πύλας του τὸ μοναδικὸν καὶ πρωτοφανὲς διὰ τὰς Ἀθήνας ἐστιατόριον μέγαρον τοῦ κ. Ι. Εὐταξία. Τὸ μεγαθήριον τοῦτο ἐκμισθωθὲν τῷ ξενοδόχῳ κ. Εὐγενίῳ Βουρνάκη, γνωστὸς διὰ τὸ εὐγενὲς τοῦ χαρακτῆρος του καὶ τὴν περιποίησιν πρὸς τοὺς πολυπληθεῖς πελάτας του. Τὸ νέον τοῦτο καλλιτεχνικώτατον ξενοδοχεῖον ἡ «Μασσαλία» ἔχεται ἡλεκτροφωτίσεως καὶ κάθε εὐκολίας πρὸς τοὺς ἐγκαταβιοῦντας. Θερμὰ καὶ ψυχρὰ λουτρὰ ἐντὸς τῶν δωματίων καὶ τὰ πάντα ἐπὶ τῶν ἐξωτερικῶν συστημάτων τοῦ κατὰ τὸ ἐξωτερικὸν. Ἕκαστον δωμάτιον ἔχει ἐξώστην καὶ βλέπει τὰς ὁδοὺς Αἰόλου, Σταδίου, Πανεπιστημίου καὶ πλατείαν τῆς Ὁμονοίας. Εἶνε ἀντιπεπεισμένος ὅτι πᾶν τὸ ἐντὸς τῆς ἡλικίας ἐξ τῶν καλυτέρων, θερμότατον τὸν χειμῶνα. Τὸ νέον καλλιτεχνικώτατον ξενοδοχεῖον προτιμᾶται ὑπὸ τῶν ἀριστοκρατικῶν οἰκογενειῶν τῶν Ἀθηνῶν. xyxy=(150,1794,395,2121)
dialysis-title: ΔΙΑΛΥΣΙΣ xyxy=(1067,485,1143,505)
german-title: ΓΕΡΜΑΝΟΣ xyxy=(1262,1547,1348,1563)
dilosis-signature-note: Τὸ γένος Πανουργιᾶ xyxy=(213,1200,331,1214)
paper-shop-body: Ἀφ' ἑτέρας ἐτέχομεν νέου τοιούτου εἰς μεγάλας ποσότητας, πωλεῖται εἰς τιμὰς ἀλανταγωνίστους καὶ ἀνεπιδέκτου συναγωνισμοῦ. Ἐργοστάσιον φακέλλων, κατάστιχα, φάκελλοι, κατάστιχα χοινὰ ὅλα εἴδη χαρτικῶν, βιβλιοδεσία ἐντὸς τῶν καταστημάτων. Ἐκθέσεις καὶ ἐπὶ τοῦ Ἐκθέσει τῶν Παρισίων. Ἐν τούτοις ἐκτελοῦνται εὐθηνότατα ὅλα εἴδη χαρτοπωλείου. xyxy=(691,944,959,1071)
notice-title: ΕΝΔΙΑΦΕΡΟΥΣΑ ΕΙΔΟΠΟΙΗΣΙΣ xyxy=(974,154,1237,176)
antidiph-title: ΑΝΤΙΔΙΦΘΕΡΙΤΙΚΟΣ ΟΡΡΟΣ xyxy=(1252,1354,1467,1375)
dialog-line: — Ναί, ναί. xyxy=(423,892,489,906)
divider xyxy=(150,2196,395,2197)
eidopoiisis-title: ΕΙΔΟΠΟΙΗΣΙΣ xyxy=(1042,1144,1168,1167)
popular-body: ὑπὸ Ν. Α. Σπετσιέρη, πρώτη ἐκδοσις, ὑπερδιπλασιασθεῖσα. Κατακτικῇ ὅλων ἐν γένει τῶν οἴνων, φυσικῶν, παρασκευασμένων, τεχνητῶν, ἀφρωδῶν, χρηστικῶν κτλ. Ἀπευθυντέον Ν. Α. Σπετσιέρη, ὁδὸς Μασσαλίου 16. xyxy=(1252,517,1467,615)
paper-paragraph: Χάρτης ροδόχρους, βάρους 6 κοιλῶν περίπου χρησιμεύων διὰ τοὺς κ. κ. ἐμπόρους κλπ. διὰ περιτυλίξιν ἐμπορευμάτων πρὸς δραχμὰς 5,80 ἡ δεσμίς. Πωλεῖται καὶ 5 χάρτης ὅπως παρὰ τῶν χαρτοπωλῶν πρὸς 7 δραχμάς. xyxy=(150,1377,395,1462)
